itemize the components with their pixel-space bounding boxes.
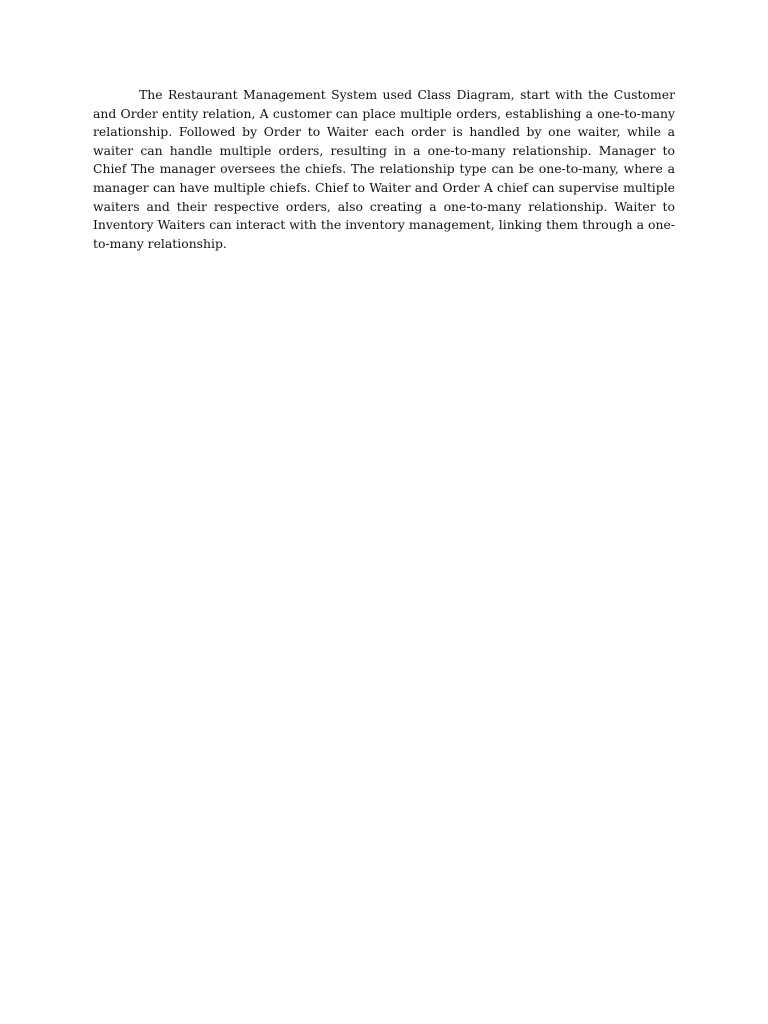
body-paragraph: The Restaurant Management System used Class Diagram, start with the Customer and Order entity relation, A customer can place multiple orders, establishing a one-to-many relationship. Followed by Order to Waiter each order is handled by one waiter, while a waiter can handle multiple orders, resulting in a one-to-many relationship. Manager to Chief The manager oversees the chiefs. The relationship type can be one-to-many, where a manager can have multiple chiefs. Chief to Waiter and Order A chief can supervise multiple waiters and their respective orders, also creating a one-to-many relationship. Waiter to Inventory Waiters can interact with the inventory management, linking them through a one-to-many relationship. — [93, 87, 675, 251]
